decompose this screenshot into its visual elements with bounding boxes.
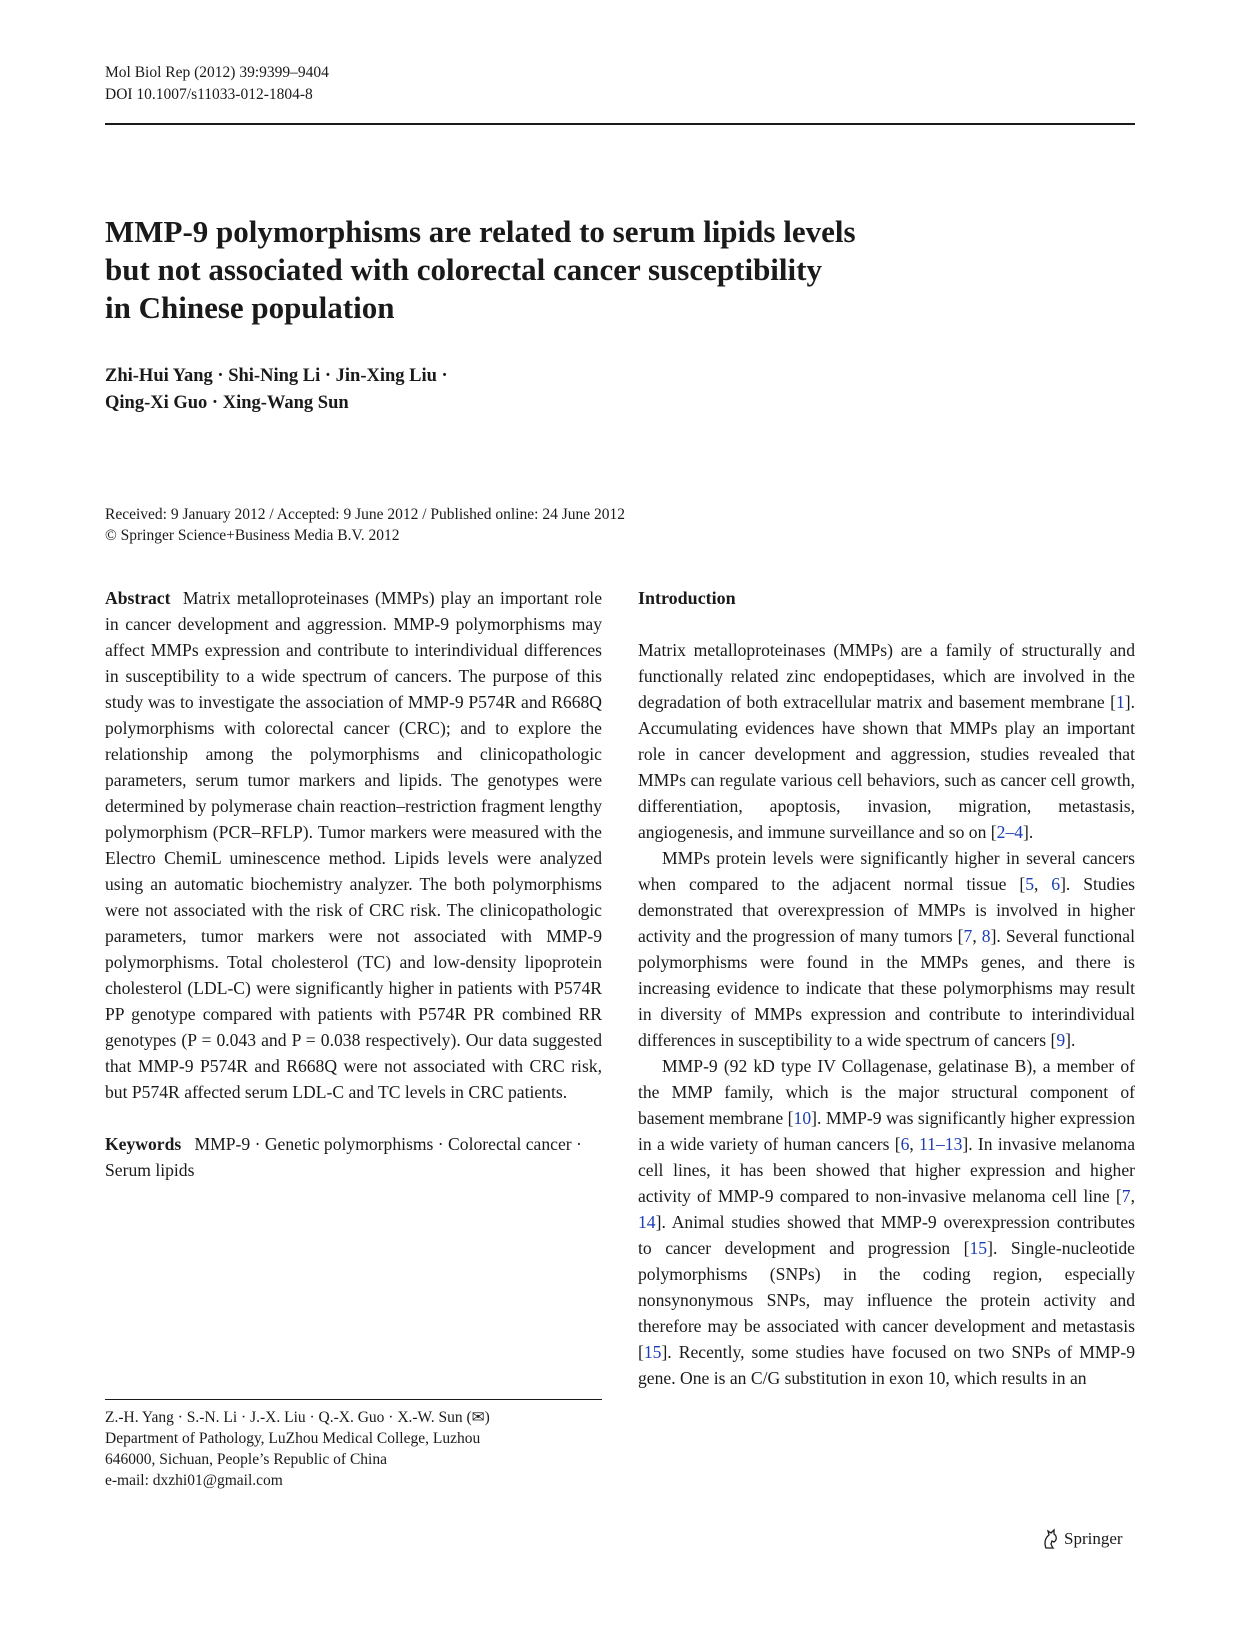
journal-header <box>105 62 329 106</box>
text-run: ]. MMP-9 was significantly higher expression in a wide variety of human cancers [ <box>638 1108 1135 1154</box>
author-affiliation <box>105 1407 602 1491</box>
header-rule <box>105 123 1135 125</box>
affiliation-line: Z.-H. Yang · S.-N. Li · J.-X. Liu · Q.-X. Guo · X.-W. Sun (✉) <box>105 1409 490 1426</box>
text-run: ]. Several functional polymorphisms were found in the MMPs genes, and there is increasing evidence to indicate that these polymorphisms may result in diversity of MMPs expression and contribute to interindividual differences in susceptibility to a wide spectrum of cancers [ <box>638 926 1136 1050</box>
text-run: MMP-9 (92 kD type IV Collagenase, gelatinase B), a member of the MMP family, which is the major structural component of basement membrane [ <box>638 1056 1135 1128</box>
title-line: but not associated with colorectal cancer susceptibility <box>105 252 822 287</box>
publication-dates <box>105 504 625 546</box>
citation-link[interactable]: 7 <box>1121 1186 1131 1206</box>
citation-link[interactable]: 10 <box>793 1108 812 1128</box>
citation-link[interactable]: 14 <box>638 1212 656 1232</box>
citation-link[interactable]: 6 <box>900 1134 910 1154</box>
history-dates: Received: 9 January 2012 / Accepted: 9 June 2012 / Published online: 24 June 2012 <box>105 506 626 523</box>
citation-link[interactable]: 8 <box>981 926 991 946</box>
article-title <box>105 213 1005 327</box>
abstract <box>105 585 602 1105</box>
keywords <box>105 1131 602 1183</box>
affiliation-line: Department of Pathology, LuZhou Medical College, Luzhou <box>105 1430 481 1447</box>
citation-link[interactable]: 6 <box>1051 874 1061 894</box>
intro-paragraph-2 <box>638 845 1135 1053</box>
keywords-text: MMP-9 · Genetic polymorphisms · Colorectal cancer · Serum lipids <box>105 1134 582 1180</box>
intro-paragraph-1 <box>638 637 1135 845</box>
text-run: ]. In invasive melanoma cell lines, it has been showed that higher expression and higher activity of MMP-9 compared to non-invasive melanoma cell line [ <box>638 1134 1136 1206</box>
publisher-name: Springer <box>1064 1529 1123 1548</box>
text-run: ]. Single-nucleotide polymorphisms (SNPs) in the coding region, especially nonsynonymous SNPs, may influence the protein activity and therefore may be associated with cancer development and metastasis [ <box>638 1238 1135 1362</box>
publisher-logo <box>1040 1528 1123 1550</box>
text-run: ]. Studies demonstrated that overexpression of MMPs is involved in higher activity and the progression of many tumors [ <box>638 874 1136 946</box>
citation-link[interactable]: 1 <box>1115 692 1125 712</box>
authors-line: Qing-Xi Guo · Xing-Wang Sun <box>105 393 349 413</box>
affiliation-line: 646000, Sichuan, People’s Republic of China <box>105 1451 387 1468</box>
left-column <box>105 585 602 1183</box>
authors-line: Zhi-Hui Yang · Shi-Ning Li · Jin-Xing Liu · <box>105 366 448 386</box>
citation-link[interactable]: 7 <box>963 926 973 946</box>
text-run: , <box>972 926 982 946</box>
journal-citation: Mol Biol Rep (2012) 39:9399–9404 <box>105 64 329 81</box>
title-line: in Chinese population <box>105 290 395 325</box>
copyright-notice: © Springer Science+Business Media B.V. 2012 <box>105 527 400 544</box>
keywords-label: Keywords <box>105 1134 182 1154</box>
text-run: , <box>909 1134 920 1154</box>
text-run: ]. Recently, some studies have focused on two SNPs of MMP-9 gene. One is an C/G substitution in exon 10, which results in an <box>638 1342 1135 1388</box>
citation-link[interactable]: 2–4 <box>996 822 1024 842</box>
text-run: , <box>1130 1186 1135 1206</box>
text-run: ]. <box>1065 1030 1076 1050</box>
text-run: MMPs protein levels were significantly higher in several cancers when compared to the adjacent normal tissue [ <box>638 848 1135 894</box>
title-line: MMP-9 polymorphisms are related to serum lipids levels <box>105 214 856 249</box>
footnote-rule <box>105 1399 602 1400</box>
citation-link[interactable]: 15 <box>643 1342 662 1362</box>
journal-doi: DOI 10.1007/s11033-012-1804-8 <box>105 86 313 103</box>
citation-link[interactable]: 5 <box>1025 874 1034 894</box>
springer-horse-icon <box>1040 1528 1060 1550</box>
right-column <box>638 585 1135 1391</box>
text-run: ]. Animal studies showed that MMP-9 overexpression contributes to cancer development and progression [ <box>638 1212 1135 1258</box>
text-run: ]. Accumulating evidences have shown that MMPs play an important role in cancer development and aggression, studies revealed that MMPs can regulate various cell behaviors, such as cancer cell growth, differentiation, apoptosis, invasion, migration, metastasis, angiogenesis, and immune surveillance and so on [ <box>638 692 1135 842</box>
text-run: Matrix metalloproteinases (MMPs) are a family of structurally and functionally related zinc endopeptidases, which are involved in the degradation of both extracellular matrix and basement membrane [ <box>638 640 1135 712</box>
citation-link[interactable]: 15 <box>969 1238 988 1258</box>
abstract-label: Abstract <box>105 588 171 608</box>
affiliation-email[interactable]: e-mail: dxzhi01@gmail.com <box>105 1472 283 1489</box>
author-list <box>105 363 448 417</box>
citation-link[interactable]: 11–13 <box>919 1134 963 1154</box>
text-run: , <box>1033 874 1052 894</box>
citation-link[interactable]: 9 <box>1056 1030 1066 1050</box>
abstract-text: Matrix metalloproteinases (MMPs) play an important role in cancer development and aggression. MMP-9 polymorphisms may affect MMPs expression and contribute to interindividual differences in susceptibility to a wide spectrum of cancers. The purpose of this study was to investigate the association of MMP-9 P574R and R668Q polymorphisms with colorectal cancer (CRC); and to explore the relationship among the polymorphisms and clinicopathologic parameters, serum tumor markers and lipids. The genotypes were determined by polymerase chain reaction–restriction fragment lengthy polymorphism (PCR–RFLP). Tumor markers were measured with the Electro ChemiL uminescence method. Lipids levels were analyzed using an automatic biochemistry analyzer. The both polymorphisms were not associated with the risk of CRC risk. The clinicopathologic parameters, tumor markers were not associated with MMP-9 polymorphisms. Total cholesterol (TC) and low-density lipoprotein cholesterol (LDL-C) were significantly higher in patients with P574R PP genotype compared with patients with P574R PR combined RR genotypes (P = 0.043 and P = 0.038 respectively). Our data suggested that MMP-9 P574R and R668Q were not associated with CRC risk, but P574R affected serum LDL-C and TC levels in CRC patients. <box>105 588 602 1102</box>
intro-paragraph-3 <box>638 1053 1135 1391</box>
introduction-heading: Introduction <box>638 588 736 608</box>
text-run: ]. <box>1023 822 1034 842</box>
